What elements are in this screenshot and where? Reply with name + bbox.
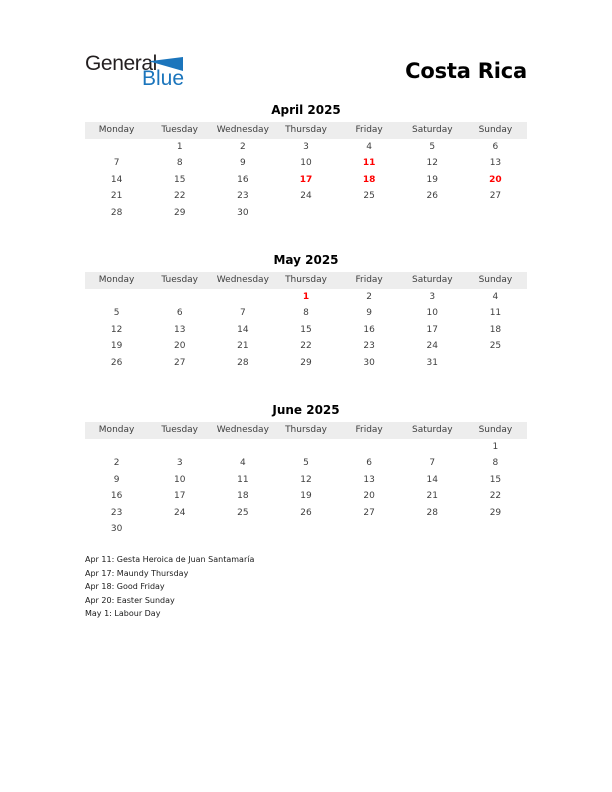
week-row	[85, 355, 527, 372]
date-cell: 15	[489, 474, 502, 485]
date-cell: 12	[426, 158, 438, 168]
date-cell	[401, 439, 464, 456]
date-cell: 16	[363, 324, 375, 335]
date-cell: 3	[303, 141, 309, 152]
day-header-row	[85, 422, 527, 439]
date-cell: 14	[110, 174, 123, 185]
date-cell: 18	[237, 491, 249, 501]
day-header-cell: Wednesday	[216, 125, 269, 135]
date-cell: 6	[492, 141, 499, 152]
day-header-cell: Tuesday	[161, 125, 199, 135]
date-cell	[338, 521, 401, 538]
date-cell: 1	[492, 441, 499, 452]
date-cell	[85, 289, 148, 306]
logo-text-general: General	[85, 52, 157, 75]
date-cell: 27	[173, 357, 186, 368]
date-cell: 29	[300, 357, 312, 368]
day-header-cell: Friday	[355, 125, 383, 135]
date-cell	[85, 139, 148, 156]
day-header-cell: Sunday	[478, 275, 513, 285]
date-cell-holiday: 11	[362, 158, 376, 168]
week-row	[85, 172, 527, 189]
date-cell: 3	[176, 458, 183, 468]
date-cell: 10	[300, 158, 312, 168]
date-cell: 26	[300, 507, 312, 518]
week-row	[85, 139, 527, 156]
date-cell: 16	[110, 491, 123, 501]
date-cell: 5	[113, 308, 120, 318]
date-cell	[464, 205, 527, 222]
date-cell: 21	[110, 191, 123, 201]
date-cell: 6	[176, 308, 183, 318]
date-cell: 15	[173, 174, 186, 185]
date-cell: 25	[363, 191, 375, 201]
date-cell: 27	[489, 191, 502, 201]
week-row	[85, 521, 527, 538]
week-row	[85, 155, 527, 172]
date-cell	[338, 205, 401, 222]
date-cell: 23	[363, 341, 375, 351]
date-cell: 26	[110, 357, 123, 368]
date-cell: 25	[489, 341, 502, 351]
logo-text-blue: Blue	[142, 67, 185, 90]
day-header-cell: Thursday	[285, 275, 327, 285]
date-cell: 24	[300, 191, 312, 201]
week-row	[85, 439, 527, 456]
date-cell: 21	[426, 491, 438, 501]
week-row	[85, 338, 527, 355]
holiday-item: May 1: Labour Day	[85, 609, 161, 619]
date-cell: 28	[237, 357, 249, 368]
date-cell: 9	[239, 158, 246, 168]
date-cell-holiday: 18	[362, 174, 376, 185]
date-cell: 23	[110, 507, 123, 518]
date-cell: 22	[300, 341, 312, 351]
month-title: April 2025	[271, 103, 341, 117]
date-cell: 2	[113, 458, 120, 468]
date-cell: 9	[113, 474, 120, 485]
date-cell: 28	[426, 507, 438, 518]
day-header-cell: Wednesday	[216, 425, 269, 435]
general-blue-logo	[85, 50, 200, 90]
day-header-cell: Thursday	[285, 125, 327, 135]
day-header-cell: Monday	[98, 275, 135, 285]
date-cell: 4	[239, 458, 246, 468]
date-cell: 13	[173, 324, 186, 335]
day-header-cell: Friday	[355, 425, 383, 435]
holiday-list	[85, 553, 254, 621]
date-cell: 31	[426, 357, 438, 368]
month-title: June 2025	[272, 403, 340, 417]
date-cell-holiday: 1	[302, 291, 310, 302]
date-cell: 20	[173, 341, 186, 351]
date-cell: 17	[426, 324, 438, 335]
day-header-cell: Wednesday	[216, 275, 269, 285]
date-cell: 24	[173, 507, 186, 518]
date-cell: 4	[492, 291, 499, 302]
day-header-cell: Thursday	[285, 425, 327, 435]
date-cell: 13	[363, 474, 375, 485]
date-cell: 7	[429, 458, 436, 468]
date-cell	[274, 205, 337, 222]
date-cell	[401, 521, 464, 538]
date-cell: 11	[489, 308, 502, 318]
date-cell	[148, 439, 211, 456]
week-row	[85, 472, 527, 489]
date-cell	[464, 355, 527, 372]
day-header-cell: Saturday	[411, 275, 453, 285]
date-cell: 5	[429, 141, 436, 152]
day-header-cell: Sunday	[478, 125, 513, 135]
date-cell: 2	[239, 141, 246, 152]
date-cell-holiday: 17	[299, 174, 313, 185]
day-header-cell: Monday	[98, 125, 135, 135]
month-block	[85, 101, 527, 221]
date-cell: 10	[426, 308, 438, 318]
day-header-cell: Tuesday	[161, 275, 199, 285]
date-cell: 3	[429, 291, 436, 302]
date-cell: 10	[173, 474, 186, 485]
day-header-cell: Sunday	[478, 425, 513, 435]
date-cell	[85, 439, 148, 456]
date-cell: 19	[426, 174, 438, 185]
date-cell: 26	[426, 191, 438, 201]
date-cell	[211, 289, 274, 306]
date-cell: 22	[489, 491, 502, 501]
holiday-item: Apr 11: Gesta Heroica de Juan Santamaría	[85, 555, 255, 564]
date-cell: 22	[173, 191, 186, 201]
date-cell: 23	[237, 191, 249, 201]
date-cell: 14	[237, 324, 249, 335]
page-title: Costa Rica	[405, 59, 527, 83]
date-cell	[211, 439, 274, 456]
month-title: May 2025	[273, 253, 339, 267]
date-cell: 8	[176, 158, 183, 168]
date-cell: 12	[110, 324, 123, 335]
date-cell-holiday: 20	[489, 174, 502, 185]
page-header	[85, 50, 527, 94]
week-row	[85, 188, 527, 205]
date-cell	[464, 521, 527, 538]
week-row	[85, 305, 527, 322]
day-header-row	[85, 122, 527, 139]
week-row	[85, 205, 527, 222]
date-cell: 28	[110, 207, 123, 218]
day-header-cell: Saturday	[411, 425, 453, 435]
month-block	[85, 251, 527, 371]
date-cell: 13	[489, 158, 502, 168]
date-cell: 20	[363, 491, 375, 501]
date-cell: 7	[113, 158, 120, 168]
date-cell: 6	[366, 458, 372, 468]
day-header-row	[85, 272, 527, 289]
day-header-cell: Tuesday	[161, 425, 199, 435]
holiday-item: Apr 18: Good Friday	[85, 582, 165, 592]
date-cell: 30	[237, 207, 249, 218]
week-row	[85, 289, 527, 306]
date-cell: 29	[489, 507, 502, 518]
day-header-cell: Monday	[98, 425, 135, 435]
week-row	[85, 322, 527, 339]
date-cell: 21	[237, 341, 249, 351]
date-cell: 8	[303, 308, 309, 318]
date-cell	[211, 521, 274, 538]
date-cell: 5	[303, 458, 309, 468]
holiday-item: Apr 17: Maundy Thursday	[85, 568, 189, 578]
week-row	[85, 488, 527, 505]
holiday-item: Apr 20: Easter Sunday	[85, 595, 175, 605]
date-cell: 1	[176, 141, 183, 152]
month-block	[85, 401, 527, 538]
date-cell: 7	[239, 308, 246, 318]
date-cell: 18	[489, 324, 502, 335]
date-cell: 30	[363, 357, 375, 368]
date-cell: 16	[237, 174, 249, 185]
date-cell: 8	[492, 458, 499, 468]
date-cell: 27	[363, 507, 375, 518]
date-cell: 24	[426, 341, 438, 351]
week-row	[85, 505, 527, 522]
date-cell: 4	[366, 141, 372, 152]
day-header-cell: Friday	[355, 275, 383, 285]
date-cell: 12	[300, 474, 312, 485]
week-row	[85, 455, 527, 472]
date-cell	[274, 439, 337, 456]
date-cell: 11	[237, 474, 249, 485]
date-cell: 19	[300, 491, 312, 501]
date-cell: 17	[173, 491, 186, 501]
date-cell: 15	[300, 324, 312, 335]
date-cell: 19	[110, 341, 123, 351]
date-cell: 25	[237, 507, 249, 518]
date-cell: 9	[366, 308, 372, 318]
date-cell: 29	[173, 207, 186, 218]
date-cell: 14	[426, 474, 438, 485]
date-cell	[274, 521, 337, 538]
date-cell: 30	[110, 524, 123, 534]
calendar-months	[85, 101, 527, 568]
date-cell	[338, 439, 401, 456]
date-cell	[401, 205, 464, 222]
day-header-cell: Saturday	[411, 125, 453, 135]
date-cell: 2	[366, 291, 372, 302]
date-cell	[148, 289, 211, 306]
date-cell	[148, 521, 211, 538]
